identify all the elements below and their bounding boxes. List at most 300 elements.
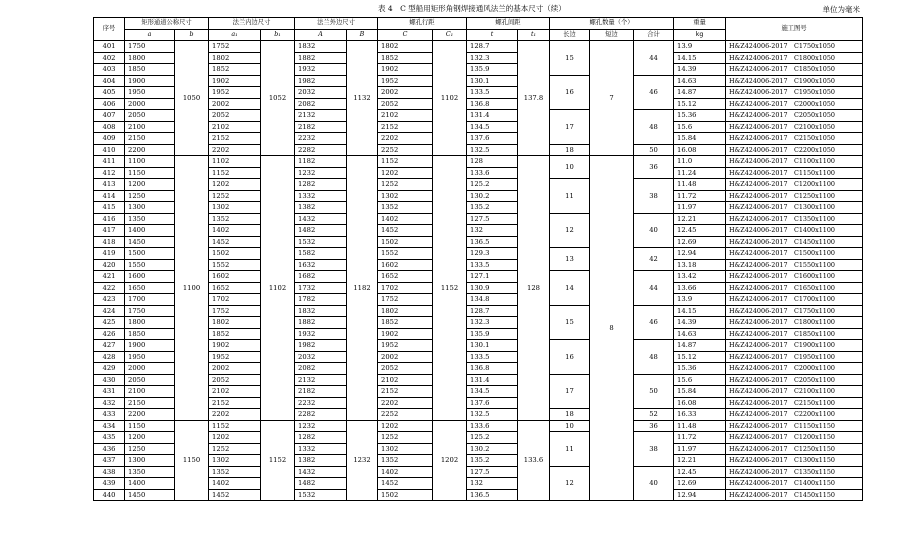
table-row xyxy=(94,64,863,76)
cell-a1: 1502 xyxy=(209,248,261,260)
cell-t: 127.1 xyxy=(467,271,518,283)
cell-C: 2252 xyxy=(378,409,433,421)
cell-a1: 1152 xyxy=(209,167,261,179)
cell-seq: 432 xyxy=(94,397,125,409)
cell-weight: 15.12 xyxy=(674,98,726,110)
cell-seq: 401 xyxy=(94,41,125,53)
cell-A: 1182 xyxy=(295,156,347,168)
header-inner: 法兰内边尺寸 xyxy=(209,18,295,30)
cell-drawing-no: H&Z424006-2017 C1450x1150 xyxy=(726,489,863,501)
cell-a: 1750 xyxy=(125,41,175,53)
header-hole-count: 螺孔数量（个） xyxy=(550,18,674,30)
cell-weight: 16.33 xyxy=(674,409,726,421)
cell-long-side: 15 xyxy=(550,41,590,76)
cell-t: 136.5 xyxy=(467,489,518,501)
cell-C: 1352 xyxy=(378,202,433,214)
cell-C: 1802 xyxy=(378,41,433,53)
header-b: b xyxy=(175,29,209,41)
cell-C: 1402 xyxy=(378,466,433,478)
cell-C: 1652 xyxy=(378,271,433,283)
cell-seq: 437 xyxy=(94,455,125,467)
cell-C: 1952 xyxy=(378,75,433,87)
cell-drawing-no: H&Z424006-2017 C2050x1100 xyxy=(726,374,863,386)
header-a1: a₁ xyxy=(209,29,261,41)
cell-A: 1932 xyxy=(295,328,347,340)
cell-C: 1202 xyxy=(378,420,433,432)
cell-A: 2032 xyxy=(295,351,347,363)
cell-t: 135.9 xyxy=(467,328,518,340)
cell-C: 1202 xyxy=(378,167,433,179)
cell-long-side: 14 xyxy=(550,271,590,306)
cell-a: 1850 xyxy=(125,328,175,340)
cell-total: 46 xyxy=(634,75,674,110)
cell-seq: 436 xyxy=(94,443,125,455)
cell-short-side: 7 xyxy=(590,41,634,156)
cell-A: 1632 xyxy=(295,259,347,271)
cell-C: 2052 xyxy=(378,363,433,375)
cell-A: 1282 xyxy=(295,179,347,191)
cell-C: 1702 xyxy=(378,282,433,294)
cell-C: 2102 xyxy=(378,110,433,122)
cell-C: 1902 xyxy=(378,328,433,340)
cell-total: 40 xyxy=(634,213,674,248)
cell-weight: 12.21 xyxy=(674,213,726,225)
cell-C: 2252 xyxy=(378,144,433,156)
cell-C: 1952 xyxy=(378,340,433,352)
cell-long-side: 12 xyxy=(550,213,590,248)
cell-t: 134.5 xyxy=(467,386,518,398)
cell-drawing-no: H&Z424006-2017 C2150x1050 xyxy=(726,133,863,145)
cell-t: 134.5 xyxy=(467,121,518,133)
cell-weight: 12.21 xyxy=(674,455,726,467)
cell-total: 48 xyxy=(634,110,674,145)
flange-dimensions-table xyxy=(93,17,863,501)
cell-total: 48 xyxy=(634,340,674,375)
cell-weight: 13.9 xyxy=(674,294,726,306)
cell-seq: 419 xyxy=(94,248,125,260)
header-a: a xyxy=(125,29,175,41)
cell-a1: 2002 xyxy=(209,363,261,375)
cell-weight: 15.36 xyxy=(674,110,726,122)
cell-C: 1802 xyxy=(378,305,433,317)
cell-t: 125.2 xyxy=(467,179,518,191)
cell-a: 2100 xyxy=(125,121,175,133)
cell-total: 40 xyxy=(634,466,674,501)
header-long-side: 长边 xyxy=(550,29,590,41)
cell-drawing-no: H&Z424006-2017 C2050x1050 xyxy=(726,110,863,122)
cell-drawing-no: H&Z424006-2017 C1950x1100 xyxy=(726,351,863,363)
cell-seq: 422 xyxy=(94,282,125,294)
cell-A: 1782 xyxy=(295,294,347,306)
cell-A: 1432 xyxy=(295,213,347,225)
cell-a1: 1752 xyxy=(209,41,261,53)
cell-drawing-no: H&Z424006-2017 C2150x1100 xyxy=(726,397,863,409)
cell-drawing-no: H&Z424006-2017 C1300x1100 xyxy=(726,202,863,214)
cell-C: 2202 xyxy=(378,133,433,145)
cell-C: 1152 xyxy=(378,156,433,168)
cell-long-side: 18 xyxy=(550,409,590,421)
cell-t: 137.6 xyxy=(467,397,518,409)
cell-C: 1302 xyxy=(378,190,433,202)
cell-t: 130.1 xyxy=(467,340,518,352)
cell-a: 2050 xyxy=(125,374,175,386)
header-row-distance: 螺孔行距 xyxy=(378,18,467,30)
cell-A: 1532 xyxy=(295,236,347,248)
cell-drawing-no: H&Z424006-2017 C1350x1150 xyxy=(726,466,863,478)
cell-a1: 1902 xyxy=(209,75,261,87)
cell-weight: 11.97 xyxy=(674,202,726,214)
cell-A: 2182 xyxy=(295,386,347,398)
cell-drawing-no: H&Z424006-2017 C2200x1050 xyxy=(726,144,863,156)
cell-A: 1982 xyxy=(295,75,347,87)
cell-a1: 1452 xyxy=(209,236,261,248)
table-row xyxy=(94,133,863,145)
cell-A: 1832 xyxy=(295,41,347,53)
cell-drawing-no: H&Z424006-2017 C1350x1100 xyxy=(726,213,863,225)
cell-total: 50 xyxy=(634,144,674,156)
cell-A: 1532 xyxy=(295,489,347,501)
cell-total: 44 xyxy=(634,41,674,76)
cell-a1: 2052 xyxy=(209,110,261,122)
table-row xyxy=(94,202,863,214)
cell-t1: 137.8 xyxy=(518,41,550,156)
cell-total: 52 xyxy=(634,409,674,421)
cell-total: 44 xyxy=(634,271,674,306)
cell-a: 2150 xyxy=(125,397,175,409)
cell-weight: 15.84 xyxy=(674,133,726,145)
header-nominal: 矩形通道公称尺寸 xyxy=(125,18,209,30)
cell-weight: 11.48 xyxy=(674,179,726,191)
table-row xyxy=(94,478,863,490)
cell-drawing-no: H&Z424006-2017 C1500x1100 xyxy=(726,248,863,260)
cell-C: 1902 xyxy=(378,64,433,76)
cell-A: 1232 xyxy=(295,420,347,432)
cell-weight: 15.12 xyxy=(674,351,726,363)
cell-a1: 1202 xyxy=(209,432,261,444)
cell-drawing-no: H&Z424006-2017 C2000x1050 xyxy=(726,98,863,110)
cell-weight: 13.42 xyxy=(674,271,726,283)
cell-a1: 1302 xyxy=(209,202,261,214)
cell-weight: 16.08 xyxy=(674,397,726,409)
cell-a1: 2152 xyxy=(209,397,261,409)
cell-a1: 1852 xyxy=(209,328,261,340)
cell-t: 136.5 xyxy=(467,236,518,248)
cell-total: 46 xyxy=(634,305,674,340)
cell-C: 1502 xyxy=(378,236,433,248)
table-row xyxy=(94,167,863,179)
cell-A: 1382 xyxy=(295,202,347,214)
cell-C: 2102 xyxy=(378,374,433,386)
cell-C: 1502 xyxy=(378,489,433,501)
cell-drawing-no: H&Z424006-2017 C2000x1100 xyxy=(726,363,863,375)
cell-seq: 405 xyxy=(94,87,125,99)
cell-t: 127.5 xyxy=(467,466,518,478)
cell-a: 1450 xyxy=(125,489,175,501)
cell-C1: 1102 xyxy=(433,41,467,156)
cell-t: 132.5 xyxy=(467,409,518,421)
cell-a1: 1402 xyxy=(209,225,261,237)
cell-C: 1252 xyxy=(378,432,433,444)
cell-seq: 424 xyxy=(94,305,125,317)
cell-a1: 2152 xyxy=(209,133,261,145)
cell-a1: 1752 xyxy=(209,305,261,317)
cell-a1: 1452 xyxy=(209,489,261,501)
cell-weight: 12.69 xyxy=(674,236,726,248)
cell-drawing-no: H&Z424006-2017 C1200x1100 xyxy=(726,179,863,191)
cell-total: 36 xyxy=(634,156,674,179)
cell-a: 2200 xyxy=(125,409,175,421)
table-row xyxy=(94,328,863,340)
cell-drawing-no: H&Z424006-2017 C1550x1100 xyxy=(726,259,863,271)
cell-C: 1352 xyxy=(378,455,433,467)
cell-weight: 13.18 xyxy=(674,259,726,271)
table-row xyxy=(94,317,863,329)
cell-drawing-no: H&Z424006-2017 C1750x1050 xyxy=(726,41,863,53)
cell-seq: 434 xyxy=(94,420,125,432)
cell-b: 1050 xyxy=(175,41,209,156)
cell-drawing-no: H&Z424006-2017 C1850x1100 xyxy=(726,328,863,340)
cell-t: 136.8 xyxy=(467,98,518,110)
header-B: B xyxy=(347,29,378,41)
cell-a: 1750 xyxy=(125,305,175,317)
cell-A: 1282 xyxy=(295,432,347,444)
table-row xyxy=(94,248,863,260)
header-C1: C₁ xyxy=(433,29,467,41)
cell-seq: 440 xyxy=(94,489,125,501)
cell-a: 1500 xyxy=(125,248,175,260)
table-row xyxy=(94,466,863,478)
header-b1: b₁ xyxy=(261,29,295,41)
table-row xyxy=(94,156,863,168)
cell-weight: 12.94 xyxy=(674,248,726,260)
table-row xyxy=(94,386,863,398)
cell-short-side: 8 xyxy=(590,156,634,501)
cell-seq: 403 xyxy=(94,64,125,76)
cell-t: 128.7 xyxy=(467,305,518,317)
cell-A: 1732 xyxy=(295,282,347,294)
cell-t: 128.7 xyxy=(467,41,518,53)
cell-long-side: 11 xyxy=(550,432,590,467)
cell-A: 2032 xyxy=(295,87,347,99)
cell-a1: 1952 xyxy=(209,87,261,99)
table-row xyxy=(94,98,863,110)
cell-C: 1752 xyxy=(378,294,433,306)
cell-drawing-no: H&Z424006-2017 C1800x1050 xyxy=(726,52,863,64)
cell-total: 38 xyxy=(634,432,674,467)
cell-C: 2152 xyxy=(378,121,433,133)
cell-b1: 1102 xyxy=(261,156,295,421)
cell-A: 2232 xyxy=(295,133,347,145)
cell-a: 1200 xyxy=(125,432,175,444)
cell-long-side: 11 xyxy=(550,179,590,214)
table-row xyxy=(94,409,863,421)
header-drawing-no: 施工图号 xyxy=(726,18,863,41)
cell-weight: 11.72 xyxy=(674,190,726,202)
cell-a1: 1302 xyxy=(209,455,261,467)
cell-a: 1100 xyxy=(125,156,175,168)
cell-weight: 14.39 xyxy=(674,64,726,76)
cell-B: 1132 xyxy=(347,41,378,156)
cell-seq: 423 xyxy=(94,294,125,306)
cell-t: 133.6 xyxy=(467,420,518,432)
cell-seq: 435 xyxy=(94,432,125,444)
cell-drawing-no: H&Z424006-2017 C2200x1100 xyxy=(726,409,863,421)
cell-a: 2000 xyxy=(125,98,175,110)
cell-weight: 14.15 xyxy=(674,305,726,317)
table-row xyxy=(94,271,863,283)
cell-a1: 1102 xyxy=(209,156,261,168)
cell-seq: 420 xyxy=(94,259,125,271)
header-pitch: 螺孔间距 xyxy=(467,18,550,30)
cell-weight: 14.63 xyxy=(674,328,726,340)
cell-a: 1650 xyxy=(125,282,175,294)
cell-a: 1850 xyxy=(125,64,175,76)
cell-A: 1682 xyxy=(295,271,347,283)
cell-a: 1150 xyxy=(125,167,175,179)
cell-seq: 408 xyxy=(94,121,125,133)
cell-a1: 1552 xyxy=(209,259,261,271)
table-row xyxy=(94,121,863,133)
cell-t: 135.2 xyxy=(467,455,518,467)
cell-a1: 1602 xyxy=(209,271,261,283)
cell-weight: 14.87 xyxy=(674,87,726,99)
cell-drawing-no: H&Z424006-2017 C1100x1100 xyxy=(726,156,863,168)
header-outer: 法兰外边尺寸 xyxy=(295,18,378,30)
header-t1: t₁ xyxy=(518,29,550,41)
cell-a: 1300 xyxy=(125,455,175,467)
cell-drawing-no: H&Z424006-2017 C1200x1150 xyxy=(726,432,863,444)
cell-weight: 12.45 xyxy=(674,466,726,478)
cell-A: 1882 xyxy=(295,317,347,329)
cell-C: 1552 xyxy=(378,248,433,260)
cell-weight: 12.45 xyxy=(674,225,726,237)
cell-drawing-no: H&Z424006-2017 C1150x1150 xyxy=(726,420,863,432)
cell-a: 2150 xyxy=(125,133,175,145)
cell-A: 2132 xyxy=(295,110,347,122)
cell-drawing-no: H&Z424006-2017 C1400x1100 xyxy=(726,225,863,237)
cell-a: 1150 xyxy=(125,420,175,432)
cell-a1: 2102 xyxy=(209,386,261,398)
cell-a1: 1252 xyxy=(209,443,261,455)
cell-drawing-no: H&Z424006-2017 C1300x1150 xyxy=(726,455,863,467)
cell-total: 36 xyxy=(634,420,674,432)
cell-a: 1950 xyxy=(125,351,175,363)
table-row xyxy=(94,41,863,53)
cell-seq: 433 xyxy=(94,409,125,421)
table-row xyxy=(94,340,863,352)
cell-long-side: 17 xyxy=(550,374,590,409)
cell-seq: 411 xyxy=(94,156,125,168)
cell-A: 1832 xyxy=(295,305,347,317)
header-weight-unit: kg xyxy=(674,29,726,41)
cell-long-side: 16 xyxy=(550,75,590,110)
cell-a1: 1202 xyxy=(209,179,261,191)
cell-a: 1200 xyxy=(125,179,175,191)
cell-t: 130.2 xyxy=(467,443,518,455)
cell-b: 1150 xyxy=(175,420,209,501)
cell-weight: 11.72 xyxy=(674,432,726,444)
cell-C: 1252 xyxy=(378,179,433,191)
cell-t: 130.1 xyxy=(467,75,518,87)
cell-a1: 2102 xyxy=(209,121,261,133)
table-row xyxy=(94,351,863,363)
cell-seq: 407 xyxy=(94,110,125,122)
cell-drawing-no: H&Z424006-2017 C1450x1100 xyxy=(726,236,863,248)
cell-a1: 1252 xyxy=(209,190,261,202)
cell-C: 1402 xyxy=(378,213,433,225)
cell-t: 131.4 xyxy=(467,110,518,122)
cell-drawing-no: H&Z424006-2017 C1150x1100 xyxy=(726,167,863,179)
cell-A: 1382 xyxy=(295,455,347,467)
table-row xyxy=(94,213,863,225)
header-C: C xyxy=(378,29,433,41)
cell-a1: 1852 xyxy=(209,64,261,76)
cell-t1: 133.6 xyxy=(518,420,550,501)
table-row xyxy=(94,363,863,375)
cell-seq: 430 xyxy=(94,374,125,386)
table-row xyxy=(94,179,863,191)
cell-C: 2202 xyxy=(378,397,433,409)
table-row xyxy=(94,294,863,306)
cell-C: 1852 xyxy=(378,317,433,329)
cell-C: 2152 xyxy=(378,386,433,398)
cell-t: 133.6 xyxy=(467,167,518,179)
table-row xyxy=(94,420,863,432)
table-row xyxy=(94,374,863,386)
cell-a1: 1802 xyxy=(209,52,261,64)
cell-drawing-no: H&Z424006-2017 C1900x1100 xyxy=(726,340,863,352)
cell-t: 132 xyxy=(467,478,518,490)
cell-A: 2282 xyxy=(295,144,347,156)
cell-total: 38 xyxy=(634,179,674,214)
cell-t: 131.4 xyxy=(467,374,518,386)
cell-A: 1482 xyxy=(295,478,347,490)
cell-a: 1900 xyxy=(125,75,175,87)
cell-weight: 14.15 xyxy=(674,52,726,64)
cell-t: 132 xyxy=(467,225,518,237)
cell-a: 2000 xyxy=(125,363,175,375)
cell-a1: 1352 xyxy=(209,466,261,478)
cell-weight: 14.39 xyxy=(674,317,726,329)
cell-seq: 438 xyxy=(94,466,125,478)
cell-a: 1250 xyxy=(125,190,175,202)
cell-a: 1250 xyxy=(125,443,175,455)
cell-C: 1302 xyxy=(378,443,433,455)
cell-a: 1800 xyxy=(125,52,175,64)
cell-drawing-no: H&Z424006-2017 C2100x1050 xyxy=(726,121,863,133)
cell-t: 136.8 xyxy=(467,363,518,375)
table-row xyxy=(94,282,863,294)
cell-t: 135.2 xyxy=(467,202,518,214)
cell-weight: 14.87 xyxy=(674,340,726,352)
cell-a: 1400 xyxy=(125,478,175,490)
cell-drawing-no: H&Z424006-2017 C1950x1050 xyxy=(726,87,863,99)
header-seq: 序号 xyxy=(94,18,125,41)
table-row xyxy=(94,432,863,444)
cell-seq: 439 xyxy=(94,478,125,490)
cell-A: 2282 xyxy=(295,409,347,421)
cell-t: 132.3 xyxy=(467,52,518,64)
cell-drawing-no: H&Z424006-2017 C1250x1150 xyxy=(726,443,863,455)
cell-b1: 1052 xyxy=(261,41,295,156)
cell-seq: 404 xyxy=(94,75,125,87)
cell-C: 1852 xyxy=(378,52,433,64)
cell-seq: 406 xyxy=(94,98,125,110)
cell-a: 2100 xyxy=(125,386,175,398)
cell-a1: 2202 xyxy=(209,144,261,156)
cell-seq: 412 xyxy=(94,167,125,179)
cell-drawing-no: H&Z424006-2017 C1600x1100 xyxy=(726,271,863,283)
